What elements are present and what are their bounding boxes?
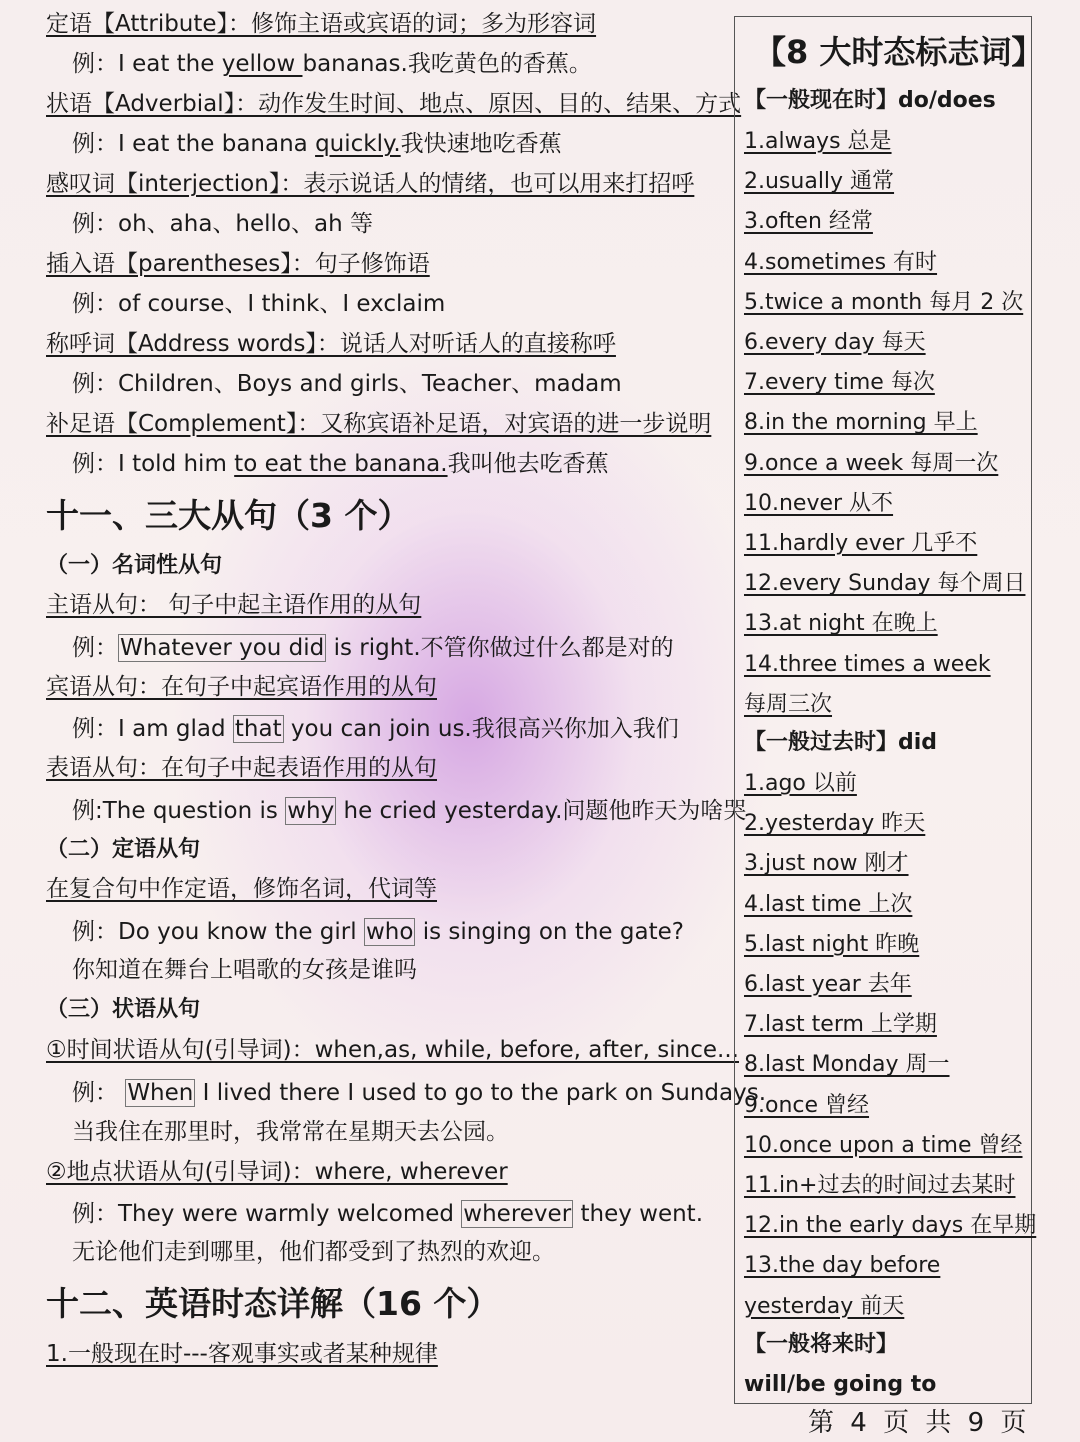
sidebar-past-item: 12.in the early days 在早期 — [744, 1213, 1037, 1239]
sidebar-present-item: 10.never 从不 — [744, 490, 894, 516]
sidebar-present-item: 14.three times a week — [744, 651, 991, 677]
sidebar-present-item: 13.at night 在晚上 — [744, 611, 938, 637]
attributive-clause-desc: 在复合句中作定语，修饰名词，代词等 — [46, 876, 437, 902]
predicative-clause-heading: 表语从句：在句子中起表语作用的从句 — [46, 755, 437, 781]
subject-clause-heading: 主语从句： 句子中起主语作用的从句 — [46, 592, 422, 618]
complement-heading: 补足语【Complement】：又称宾语补足语，对宾语的进一步说明 — [46, 411, 712, 437]
sidebar-present-item: 1.always 总是 — [744, 129, 892, 154]
page-number: 第 4 页 共 9 页 — [808, 1408, 1031, 1438]
past-tense-heading: 【一般过去时】did — [744, 730, 938, 755]
present-tense-heading: 【一般现在时】do/does — [744, 88, 996, 113]
predicative-clause-example: 例:The question is why he cried yesterday.问题他昨天为啥哭 — [72, 798, 747, 824]
sidebar-present-item: 4.sometimes 有时 — [744, 249, 938, 275]
attribute-example: 例：I eat the yellow bananas.我吃黄色的香蕉。 — [72, 51, 592, 77]
interjection-example: 例：oh、aha、hello、ah 等 — [72, 211, 373, 237]
attributive-clause-translation: 你知道在舞台上唱歌的女孩是谁吗 — [72, 957, 417, 983]
sidebar-title: 【8 大时态标志词】 — [754, 33, 1044, 71]
sidebar-present-item: 6.every day 每天 — [744, 330, 926, 355]
place-clause-translation: 无论他们走到哪里，他们都受到了热烈的欢迎。 — [72, 1239, 555, 1265]
sidebar-past-item: 13.the day before — [744, 1253, 941, 1279]
sidebar-present-item: 8.in the morning 早上 — [744, 410, 978, 436]
noun-clause-title: （一）名词性从句 — [46, 553, 223, 578]
sidebar-present-item: 9.once a week 每周一次 — [744, 450, 999, 476]
complement-example: 例：I told him to eat the banana.我叫他去吃香蕉 — [72, 451, 609, 477]
future-tense-heading: 【一般将来时】 — [744, 1332, 899, 1357]
time-clause-example: 例： When I lived there I used to go to the park on Sundays. — [72, 1080, 767, 1106]
sidebar-past-item: yesterday 前天 — [744, 1293, 905, 1319]
sidebar-present-item: 2.usually 通常 — [744, 169, 895, 195]
sidebar-past-item: 9.once 曾经 — [744, 1092, 870, 1118]
sidebar-present-item: 3.often 经常 — [744, 209, 873, 235]
adverbial-example: 例：I eat the banana quickly.我快速地吃香蕉 — [72, 131, 562, 157]
sidebar-past-item: 8.last Monday 周一 — [744, 1052, 950, 1078]
tense-item-1: 1.一般现在时---客观事实或者某种规律 — [46, 1341, 438, 1367]
attribute-heading: 定语【Attribute】：修饰主语或宾语的词；多为形容词 — [46, 11, 597, 37]
sidebar-past-item: 5.last night 昨晚 — [744, 931, 920, 957]
sidebar-past-item: 2.yesterday 昨天 — [744, 811, 926, 837]
sidebar-past-item: 11.in+过去的时间过去某时 — [744, 1173, 1016, 1198]
sidebar-present-item: 5.twice a month 每月 2 次 — [744, 289, 1024, 315]
sidebar-present-item: 12.every Sunday 每个周日 — [744, 571, 1026, 597]
interjection-heading: 感叹词【interjection】：表示说话人的情绪，也可以用来打招呼 — [46, 171, 695, 197]
section-12-title: 十二、英语时态详解（16 个） — [46, 1284, 500, 1323]
sidebar-past-item: 4.last time 上次 — [744, 891, 913, 917]
sidebar-present-item: 7.every time 每次 — [744, 370, 935, 396]
object-clause-example: 例：I am glad that you can join us.我很高兴你加入我们 — [72, 716, 679, 742]
subject-clause-example: 例：Whatever you did is right.不管你做过什么都是对的 — [72, 635, 674, 661]
sidebar-present-item: 每周三次 — [744, 691, 833, 717]
place-clause-heading: ②地点状语从句(引导词)：where, wherever — [46, 1159, 508, 1185]
time-clause-heading: ①时间状语从句(引导词)：when,as, while, before, after, since... — [46, 1037, 739, 1063]
sidebar-past-item: 3.just now 刚才 — [744, 851, 909, 877]
future-tense-keywords: will/be going to — [744, 1372, 937, 1397]
sidebar-present-item: 11.hardly ever 几乎不 — [744, 531, 978, 556]
sidebar-past-item: 1.ago 以前 — [744, 771, 857, 796]
adverbial-clause-title: （三）状语从句 — [46, 997, 201, 1022]
attributive-clause-title: （二）定语从句 — [46, 837, 201, 862]
address-heading: 称呼词【Address words】：说话人对听话人的直接称呼 — [46, 331, 616, 357]
sidebar-past-item: 10.once upon a time 曾经 — [744, 1132, 1023, 1158]
time-clause-translation: 当我住在那里时，我常常在星期天去公园。 — [72, 1119, 509, 1145]
place-clause-example: 例：They were warmly welcomed wherever they went. — [72, 1201, 704, 1227]
address-example: 例：Children、Boys and girls、Teacher、madam — [72, 371, 622, 397]
sidebar-past-item: 6.last year 去年 — [744, 972, 912, 997]
section-11-title: 十一、三大从句（3 个） — [46, 496, 411, 535]
attributive-clause-example: 例：Do you know the girl who is singing on the gate? — [72, 919, 684, 945]
parenthesis-example: 例：of course、I think、I exclaim — [72, 291, 446, 317]
object-clause-heading: 宾语从句：在句子中起宾语作用的从句 — [46, 674, 437, 700]
adverbial-heading: 状语【Adverbial】：动作发生时间、地点、原因、目的、结果、方式 — [46, 91, 742, 117]
sidebar-past-item: 7.last term 上学期 — [744, 1012, 937, 1038]
parenthesis-heading: 插入语【parentheses】：句子修饰语 — [46, 251, 430, 277]
